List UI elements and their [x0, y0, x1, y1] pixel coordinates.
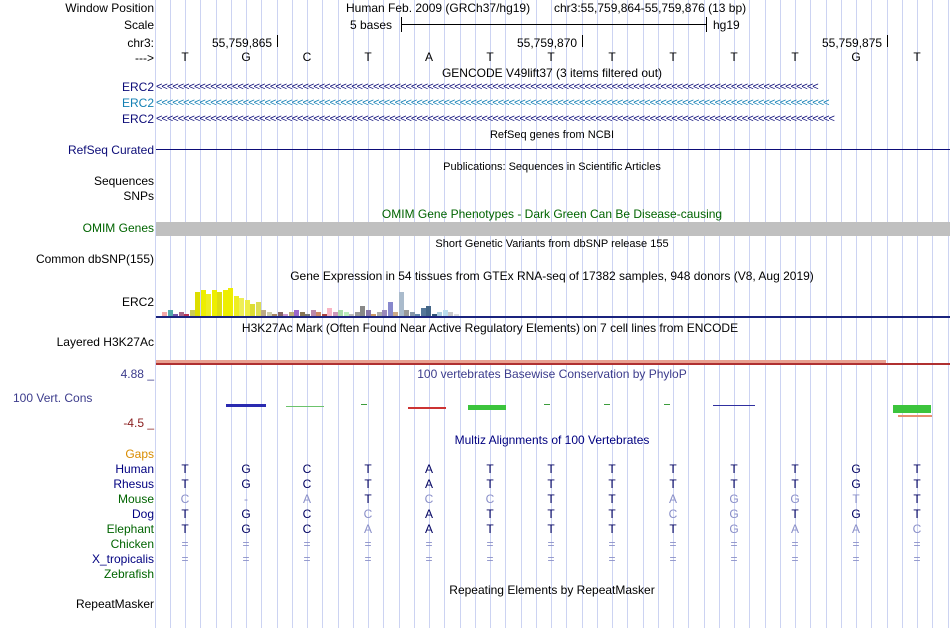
alignment-base: G	[851, 507, 861, 521]
dna-base: T	[364, 50, 372, 64]
alignment-base: T	[913, 492, 921, 506]
gtex-bar[interactable]	[234, 296, 239, 316]
species-label-zebrafish[interactable]: Zebrafish	[103, 567, 154, 581]
assembly-name: Human Feb. 2009 (GRCh37/hg19)	[346, 1, 531, 15]
alignment-base: T	[913, 477, 921, 491]
alignment-base: T	[669, 477, 677, 491]
alignment-base: =	[913, 537, 921, 551]
alignment-base: T	[181, 462, 189, 476]
dna-base: T	[608, 50, 616, 64]
repeatmasker-label[interactable]: RepeatMasker	[75, 597, 154, 611]
alignment-base: =	[791, 552, 799, 566]
alignment-base: =	[730, 537, 738, 551]
alignment-base: T	[852, 492, 860, 506]
alignment-base: A	[424, 522, 433, 536]
alignment-base: T	[547, 477, 555, 491]
phylop-score-mark[interactable]	[361, 404, 367, 405]
alignment-base: G	[851, 462, 861, 476]
gtex-bar[interactable]	[327, 308, 332, 316]
alignment-base: T	[669, 522, 677, 536]
alignment-base: =	[303, 552, 311, 566]
gtex-bar[interactable]	[421, 308, 426, 316]
species-label-human[interactable]: Human	[115, 462, 154, 476]
alignment-base: T	[547, 492, 555, 506]
alignment-base: T	[791, 507, 799, 521]
scale-label: Scale	[123, 18, 154, 32]
alignment-base: T	[791, 462, 799, 476]
scale-text: 5 bases	[350, 18, 393, 32]
gaps-label[interactable]: Gaps	[125, 447, 154, 461]
alignment-base: G	[241, 522, 251, 536]
alignment-base: A	[363, 522, 372, 536]
phylop-score-mark[interactable]	[893, 405, 931, 413]
layered-h3k27ac-label[interactable]: Layered H3K27Ac	[56, 335, 154, 349]
chr-label: chr3:	[127, 36, 154, 50]
alignment-base: =	[486, 537, 494, 551]
alignment-base: T	[547, 462, 555, 476]
omim-genes-label[interactable]: OMIM Genes	[82, 221, 154, 235]
alignment-base: =	[913, 552, 921, 566]
alignment-base: T	[364, 462, 372, 476]
alignment-base: =	[608, 552, 616, 566]
alignment-base: =	[242, 537, 250, 551]
alignment-base: T	[547, 522, 555, 536]
gencode-transcript-1[interactable]: <<<<<<<<<<<<<<<<<<<<<<<<<<<<<<<<<<<<<<<<<<<<<<<<<<<<<<<<<<<<<<<<<<<<<<<<<<<<<<<<<<<<<<<<<<<<<<<<<<<<<<<<<<<<<<<<<<<<<<<<<<	[156, 82, 818, 93]
gtex-bar[interactable]	[206, 294, 211, 316]
species-label-x_tropicalis[interactable]: X_tropicalis	[91, 552, 154, 566]
scale-bar-right-tick	[706, 17, 707, 32]
alignment-base: G	[241, 462, 251, 476]
phylop-score-mark[interactable]	[286, 406, 324, 407]
alignment-base: T	[913, 507, 921, 521]
alignment-base: T	[486, 507, 494, 521]
gencode-erc2-label-2[interactable]: ERC2	[121, 96, 154, 110]
gtex-bar[interactable]	[223, 290, 228, 316]
refseq-curated-label[interactable]: RefSeq Curated	[67, 143, 154, 157]
alignment-base: T	[608, 477, 616, 491]
coord-label-2: 55,759,870	[517, 36, 578, 50]
gtex-bar[interactable]	[201, 290, 206, 316]
alignment-base: A	[424, 507, 433, 521]
alignment-base: G	[851, 477, 861, 491]
refseq-gene-line[interactable]	[156, 149, 950, 150]
alignment-base: T	[364, 492, 372, 506]
phylop-min-label: -4.5 _	[123, 416, 154, 430]
alignment-base: A	[851, 522, 860, 536]
gtex-bar[interactable]	[426, 306, 431, 316]
alignment-base: =	[730, 552, 738, 566]
phylop-track-title[interactable]: 100 vertebrates Basewise Conservation by PhyloP	[417, 367, 687, 381]
gtex-erc2-label[interactable]: ERC2	[121, 295, 154, 309]
dna-base: G	[851, 50, 861, 64]
phylop-score-mark[interactable]	[468, 405, 506, 410]
dna-base: T	[181, 50, 189, 64]
phylop-score-mark[interactable]	[664, 404, 670, 405]
alignment-base: =	[181, 552, 189, 566]
phylop-score-mark[interactable]	[713, 405, 755, 406]
gencode-erc2-label-1[interactable]: ERC2	[121, 80, 154, 94]
refseq-track-title[interactable]: RefSeq genes from NCBI	[489, 129, 615, 141]
track-area[interactable]	[156, 0, 950, 628]
alignment-base: G	[729, 507, 739, 521]
alignment-base: A	[302, 492, 311, 506]
alignment-base: C	[668, 507, 678, 521]
gtex-bar[interactable]	[217, 292, 222, 316]
alignment-base: C	[180, 492, 190, 506]
gencode-transcript-2[interactable]: <<<<<<<<<<<<<<<<<<<<<<<<<<<<<<<<<<<<<<<<<<<<<<<<<<<<<<<<<<<<<<<<<<<<<<<<<<<<<<<<<<<<<<<<<<<<<<<<<<<<<<<<<<<<<<<<<<<<<<<<<<<<	[156, 98, 829, 109]
gtex-bar[interactable]	[228, 288, 233, 316]
alignment-base: G	[729, 522, 739, 536]
alignment-base: T	[913, 462, 921, 476]
gencode-track-title[interactable]: GENCODE V49lift37 (3 items filtered out)	[441, 66, 663, 80]
gtex-bar[interactable]	[399, 292, 404, 316]
alignment-base: C	[363, 507, 373, 521]
gtex-bar[interactable]	[256, 302, 261, 316]
gencode-transcript-3[interactable]: <<<<<<<<<<<<<<<<<<<<<<<<<<<<<<<<<<<<<<<<<<<<<<<<<<<<<<<<<<<<<<<<<<<<<<<<<<<<<<<<<<<<<<<<<<<<<<<<<<<<<<<<<<<<<<<<<<<<<<<<<<<<<	[156, 114, 834, 125]
alignment-base: G	[241, 507, 251, 521]
alignment-base: T	[608, 522, 616, 536]
alignment-base: A	[668, 492, 677, 506]
dna-base: T	[913, 50, 921, 64]
coord-label-1: 55,759,865	[212, 36, 273, 50]
alignment-base: =	[181, 537, 189, 551]
alignment-base: T	[486, 462, 494, 476]
alignment-base: T	[486, 522, 494, 536]
omim-track-title[interactable]: OMIM Gene Phenotypes - Dark Green Can Be Disease-causing	[381, 207, 723, 221]
gtex-track-title[interactable]: Gene Expression in 54 tissues from GTEx RNA-seq of 17382 samples, 948 donors (V8, Aug 2019)	[290, 269, 814, 283]
scale-db: hg19	[713, 18, 740, 32]
alignment-base: C	[424, 492, 434, 506]
alignment-base: T	[364, 477, 372, 491]
phylop-score-mark[interactable]	[408, 407, 446, 409]
alignment-base: T	[608, 507, 616, 521]
repeatmasker-track-title[interactable]: Repeating Elements by RepeatMasker	[449, 583, 655, 597]
omim-gene-bar[interactable]	[156, 222, 950, 236]
species-label-dog[interactable]: Dog	[131, 507, 154, 521]
window-position[interactable]: chr3:55,759,864-55,759,876 (13 bp)	[554, 1, 747, 15]
h3k27ac-baseline	[156, 363, 950, 365]
multiz-track-title[interactable]: Multiz Alignments of 100 Vertebrates	[454, 433, 650, 447]
alignment-base: T	[730, 477, 738, 491]
common-dbsnp-label[interactable]: Common dbSNP(155)	[35, 252, 154, 266]
phylop-score-mark[interactable]	[898, 415, 932, 417]
coord-label-3: 55,759,875	[822, 36, 883, 50]
alignment-base: =	[547, 552, 555, 566]
alignment-base: G	[790, 492, 800, 506]
alignment-base: A	[790, 522, 799, 536]
alignment-base: =	[608, 537, 616, 551]
dna-base: C	[302, 50, 312, 64]
dna-base: T	[730, 50, 738, 64]
alignment-base: =	[852, 552, 860, 566]
alignment-base: =	[425, 537, 433, 551]
alignment-base: =	[791, 537, 799, 551]
species-label-chicken[interactable]: Chicken	[110, 537, 154, 551]
sequences-label[interactable]: Sequences	[93, 174, 154, 188]
coord-tick-1	[277, 35, 278, 47]
gtex-bar[interactable]	[212, 290, 217, 316]
alignment-base: C	[302, 522, 312, 536]
strand-arrow-label: --->	[135, 51, 154, 65]
alignment-base: T	[730, 462, 738, 476]
coord-tick-2	[582, 35, 583, 47]
phylop-score-mark[interactable]	[226, 404, 266, 407]
dna-base: T	[486, 50, 494, 64]
scale-bar-left-tick	[401, 17, 402, 32]
species-label-rhesus[interactable]: Rhesus	[113, 477, 154, 491]
gtex-bar[interactable]	[239, 298, 244, 316]
alignment-base: =	[486, 552, 494, 566]
gtex-bar[interactable]	[250, 304, 255, 316]
alignment-base: G	[241, 477, 251, 491]
dbsnp-track-title[interactable]: Short Genetic Variants from dbSNP release 155	[435, 238, 669, 250]
alignment-base: T	[486, 477, 494, 491]
gencode-erc2-label-3[interactable]: ERC2	[121, 112, 154, 126]
coord-tick-3	[887, 35, 888, 47]
alignment-base: T	[669, 462, 677, 476]
alignment-base: T	[181, 522, 189, 536]
alignment-base: A	[424, 477, 433, 491]
alignment-base: T	[181, 477, 189, 491]
alignment-base: =	[669, 537, 677, 551]
alignment-base: -	[244, 492, 248, 506]
gtex-bar[interactable]	[195, 292, 200, 316]
window-position-label: Window Position	[65, 1, 154, 15]
alignment-base: =	[852, 537, 860, 551]
alignment-base: C	[912, 522, 922, 536]
alignment-base: =	[425, 552, 433, 566]
dna-base: A	[424, 50, 433, 64]
alignment-base: T	[608, 492, 616, 506]
gtex-bar[interactable]	[360, 306, 365, 316]
species-label-mouse[interactable]: Mouse	[117, 492, 154, 506]
snps-label[interactable]: SNPs	[123, 189, 154, 203]
alignment-base: =	[669, 552, 677, 566]
dna-base: T	[791, 50, 799, 64]
publications-track-title[interactable]: Publications: Sequences in Scientific Articles	[443, 161, 661, 173]
phylop-max-label: 4.88 _	[120, 367, 154, 381]
dna-base: T	[547, 50, 555, 64]
alignment-base: =	[364, 537, 372, 551]
alignment-base: A	[424, 462, 433, 476]
alignment-base: T	[181, 507, 189, 521]
alignment-base: C	[302, 462, 312, 476]
gtex-bar[interactable]	[245, 300, 250, 316]
alignment-base: C	[302, 507, 312, 521]
track-labels	[0, 0, 156, 628]
dna-base: T	[669, 50, 677, 64]
alignment-base: T	[608, 462, 616, 476]
alignment-base: =	[242, 552, 250, 566]
phylop-score-mark[interactable]	[604, 404, 610, 405]
phylop-plot[interactable]	[156, 395, 950, 425]
alignment-base: G	[729, 492, 739, 506]
alignment-base: T	[791, 477, 799, 491]
phylop-score-mark[interactable]	[544, 404, 550, 405]
gtex-bar-chart[interactable]	[156, 284, 950, 316]
alignment-base: T	[547, 507, 555, 521]
alignment-base: =	[364, 552, 372, 566]
gtex-gene-bar[interactable]	[156, 316, 950, 318]
alignment-base: C	[302, 477, 312, 491]
scale-bar	[401, 24, 707, 25]
alignment-base: C	[485, 492, 495, 506]
h3k27ac-track-title[interactable]: H3K27Ac Mark (Often Found Near Active Regulatory Elements) on 7 cell lines from ENCODE	[241, 321, 739, 335]
gtex-bar[interactable]	[388, 302, 393, 316]
alignment-base: =	[547, 537, 555, 551]
vert-cons-label[interactable]: 100 Vert. Cons	[13, 391, 93, 405]
dna-base: G	[241, 50, 251, 64]
species-label-elephant[interactable]: Elephant	[106, 522, 154, 536]
alignment-base: =	[303, 537, 311, 551]
